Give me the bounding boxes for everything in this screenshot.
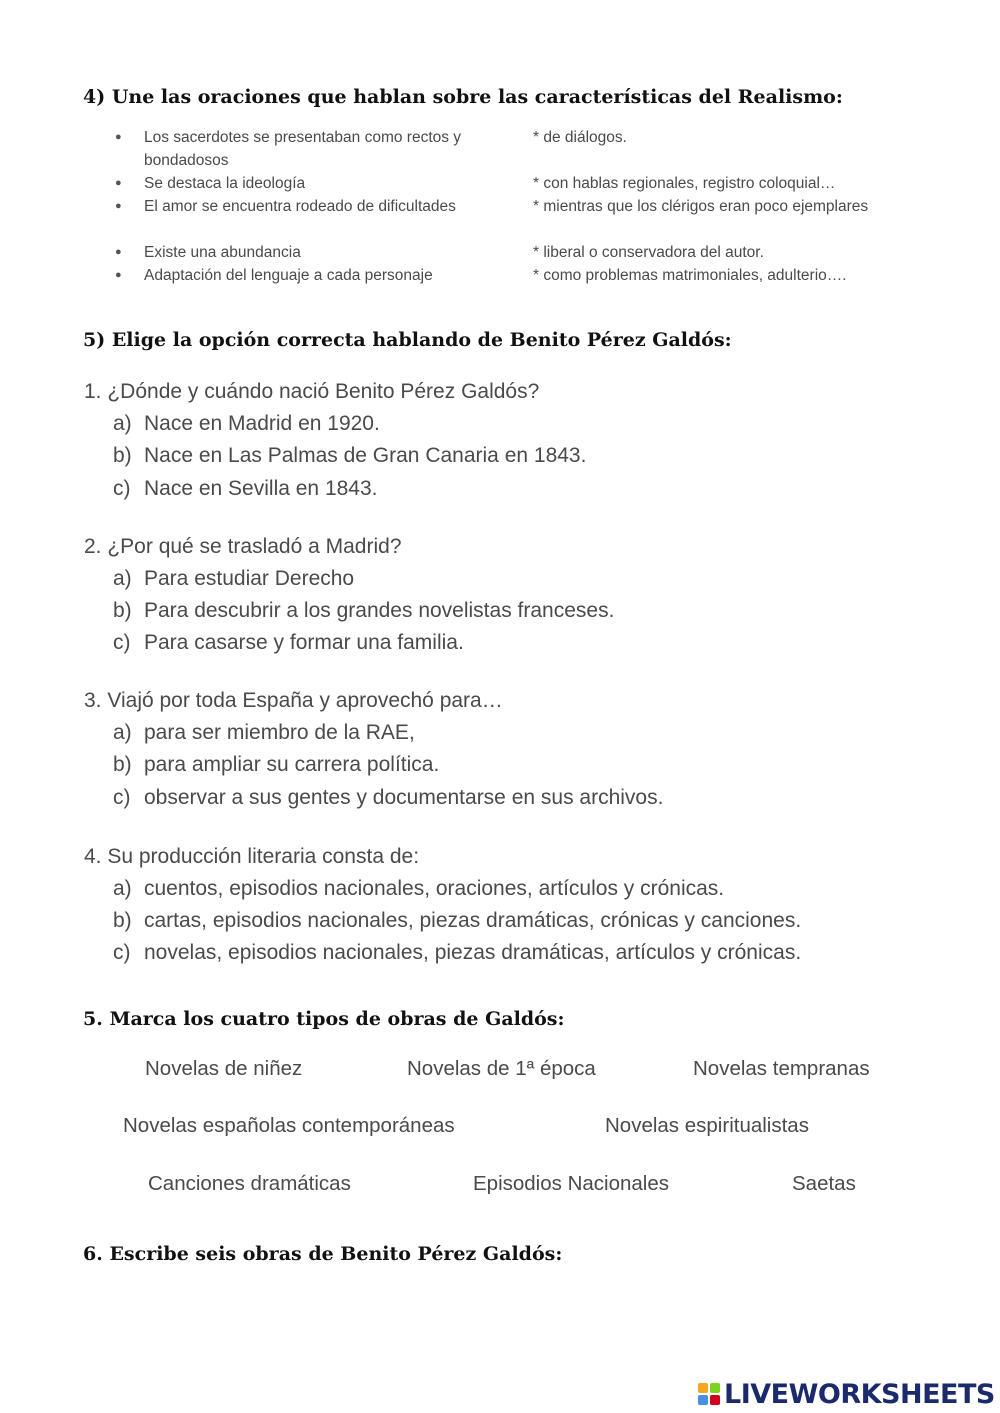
option-letter: b) <box>113 599 132 622</box>
question-4-option-b[interactable] <box>113 905 801 937</box>
option-text: observar a sus gentes y documentarse en sus archivos. <box>144 786 664 809</box>
option-text: Para descubrir a los grandes novelistas franceses. <box>144 599 615 622</box>
question-1: 1. ¿Dónde y cuándo nació Benito Pérez Galdós? <box>84 380 540 403</box>
option-letter: b) <box>113 444 132 467</box>
matching-right-item[interactable]: * liberal o conservadora del autor. <box>533 244 764 261</box>
question-4-option-c[interactable] <box>113 937 801 969</box>
matching-right-item[interactable]: * mientras que los clérigos eran poco ejemplares <box>533 198 869 215</box>
option-letter: c) <box>113 631 131 654</box>
question-2-option-c[interactable] <box>113 627 464 659</box>
option-letter: a) <box>113 721 132 744</box>
matching-left-item[interactable]: ● Existe una abundancia <box>115 241 514 264</box>
option-letter: a) <box>113 412 132 435</box>
option-text: para ampliar su carrera política. <box>144 753 440 776</box>
option-text: Para estudiar Derecho <box>144 567 355 590</box>
word-option[interactable]: Novelas espiritualistas <box>605 1114 809 1137</box>
option-letter: b) <box>113 909 132 932</box>
section-6-title: 6. Escribe seis obras de Benito Pérez Galdós: <box>83 1243 563 1265</box>
question-3-option-c[interactable] <box>113 782 663 814</box>
matching-left-item[interactable]: ● Se destaca la ideología <box>115 172 514 195</box>
logo-square <box>710 1383 720 1393</box>
option-text: Para casarse y formar una familia. <box>144 631 464 654</box>
section-5b-title: 5. Marca los cuatro tipos de obras de Galdós: <box>83 1008 565 1030</box>
option-text: cartas, episodios nacionales, piezas dramáticas, crónicas y canciones. <box>144 909 802 932</box>
logo-square <box>710 1395 720 1405</box>
question-2: 2. ¿Por qué se trasladó a Madrid? <box>84 535 402 558</box>
question-4: 4. Su producción literaria consta de: <box>84 845 420 868</box>
matching-right-item[interactable]: * con hablas regionales, registro coloquial… <box>533 175 836 192</box>
question-1-option-c[interactable] <box>113 473 378 505</box>
logo-mark-icon <box>698 1383 720 1405</box>
word-option[interactable]: Canciones dramáticas <box>148 1172 351 1195</box>
question-2-option-b[interactable] <box>113 595 614 627</box>
question-3-option-a[interactable] <box>113 717 415 749</box>
option-letter: a) <box>113 877 132 900</box>
word-option[interactable]: Novelas de 1ª época <box>407 1057 596 1080</box>
matching-left-item[interactable]: ● Los sacerdotes se presentaban como rectos y bondadosos <box>115 126 514 172</box>
question-1-option-b[interactable] <box>113 440 586 472</box>
word-option[interactable]: Novelas tempranas <box>693 1057 870 1080</box>
word-option[interactable]: Novelas españolas contemporáneas <box>123 1114 455 1137</box>
option-text: para ser miembro de la RAE, <box>144 721 415 744</box>
word-option[interactable]: Episodios Nacionales <box>473 1172 670 1195</box>
option-text: Nace en Sevilla en 1843. <box>144 477 378 500</box>
section-5-title: 5) Elige la opción correcta hablando de Benito Pérez Galdós: <box>83 329 732 351</box>
section-4-title: 4) Une las oraciones que hablan sobre las características del Realismo: <box>83 86 843 108</box>
question-3: 3. Viajó por toda España y aprovechó para… <box>84 689 503 712</box>
liveworksheets-logo <box>698 1377 995 1411</box>
option-letter: c) <box>113 786 131 809</box>
option-letter: a) <box>113 567 132 590</box>
logo-square <box>698 1383 708 1393</box>
matching-right-item[interactable]: * de diálogos. <box>533 129 627 146</box>
word-option[interactable]: Saetas <box>792 1172 856 1195</box>
word-option[interactable]: Novelas de niñez <box>145 1057 303 1080</box>
logo-square <box>698 1395 708 1405</box>
question-1-option-a[interactable] <box>113 408 380 440</box>
question-4-option-a[interactable] <box>113 873 724 905</box>
option-letter: c) <box>113 477 131 500</box>
option-text: Nace en Madrid en 1920. <box>144 412 380 435</box>
logo-text: LIVEWORKSHEETS <box>724 1378 995 1410</box>
option-text: cuentos, episodios nacionales, oraciones, artículos y crónicas. <box>144 877 725 900</box>
question-3-option-b[interactable] <box>113 749 439 781</box>
option-letter: c) <box>113 941 131 964</box>
matching-left-item[interactable]: ● El amor se encuentra rodeado de dificultades <box>115 195 514 218</box>
option-text: novelas, episodios nacionales, piezas dramáticas, artículos y crónicas. <box>144 941 802 964</box>
option-text: Nace en Las Palmas de Gran Canaria en 1843. <box>144 444 587 467</box>
option-letter: b) <box>113 753 132 776</box>
matching-right-item[interactable]: * como problemas matrimoniales, adulterio…. <box>533 267 847 284</box>
matching-left-item[interactable]: ● Adaptación del lenguaje a cada personaje <box>115 264 514 287</box>
question-2-option-a[interactable] <box>113 563 354 595</box>
